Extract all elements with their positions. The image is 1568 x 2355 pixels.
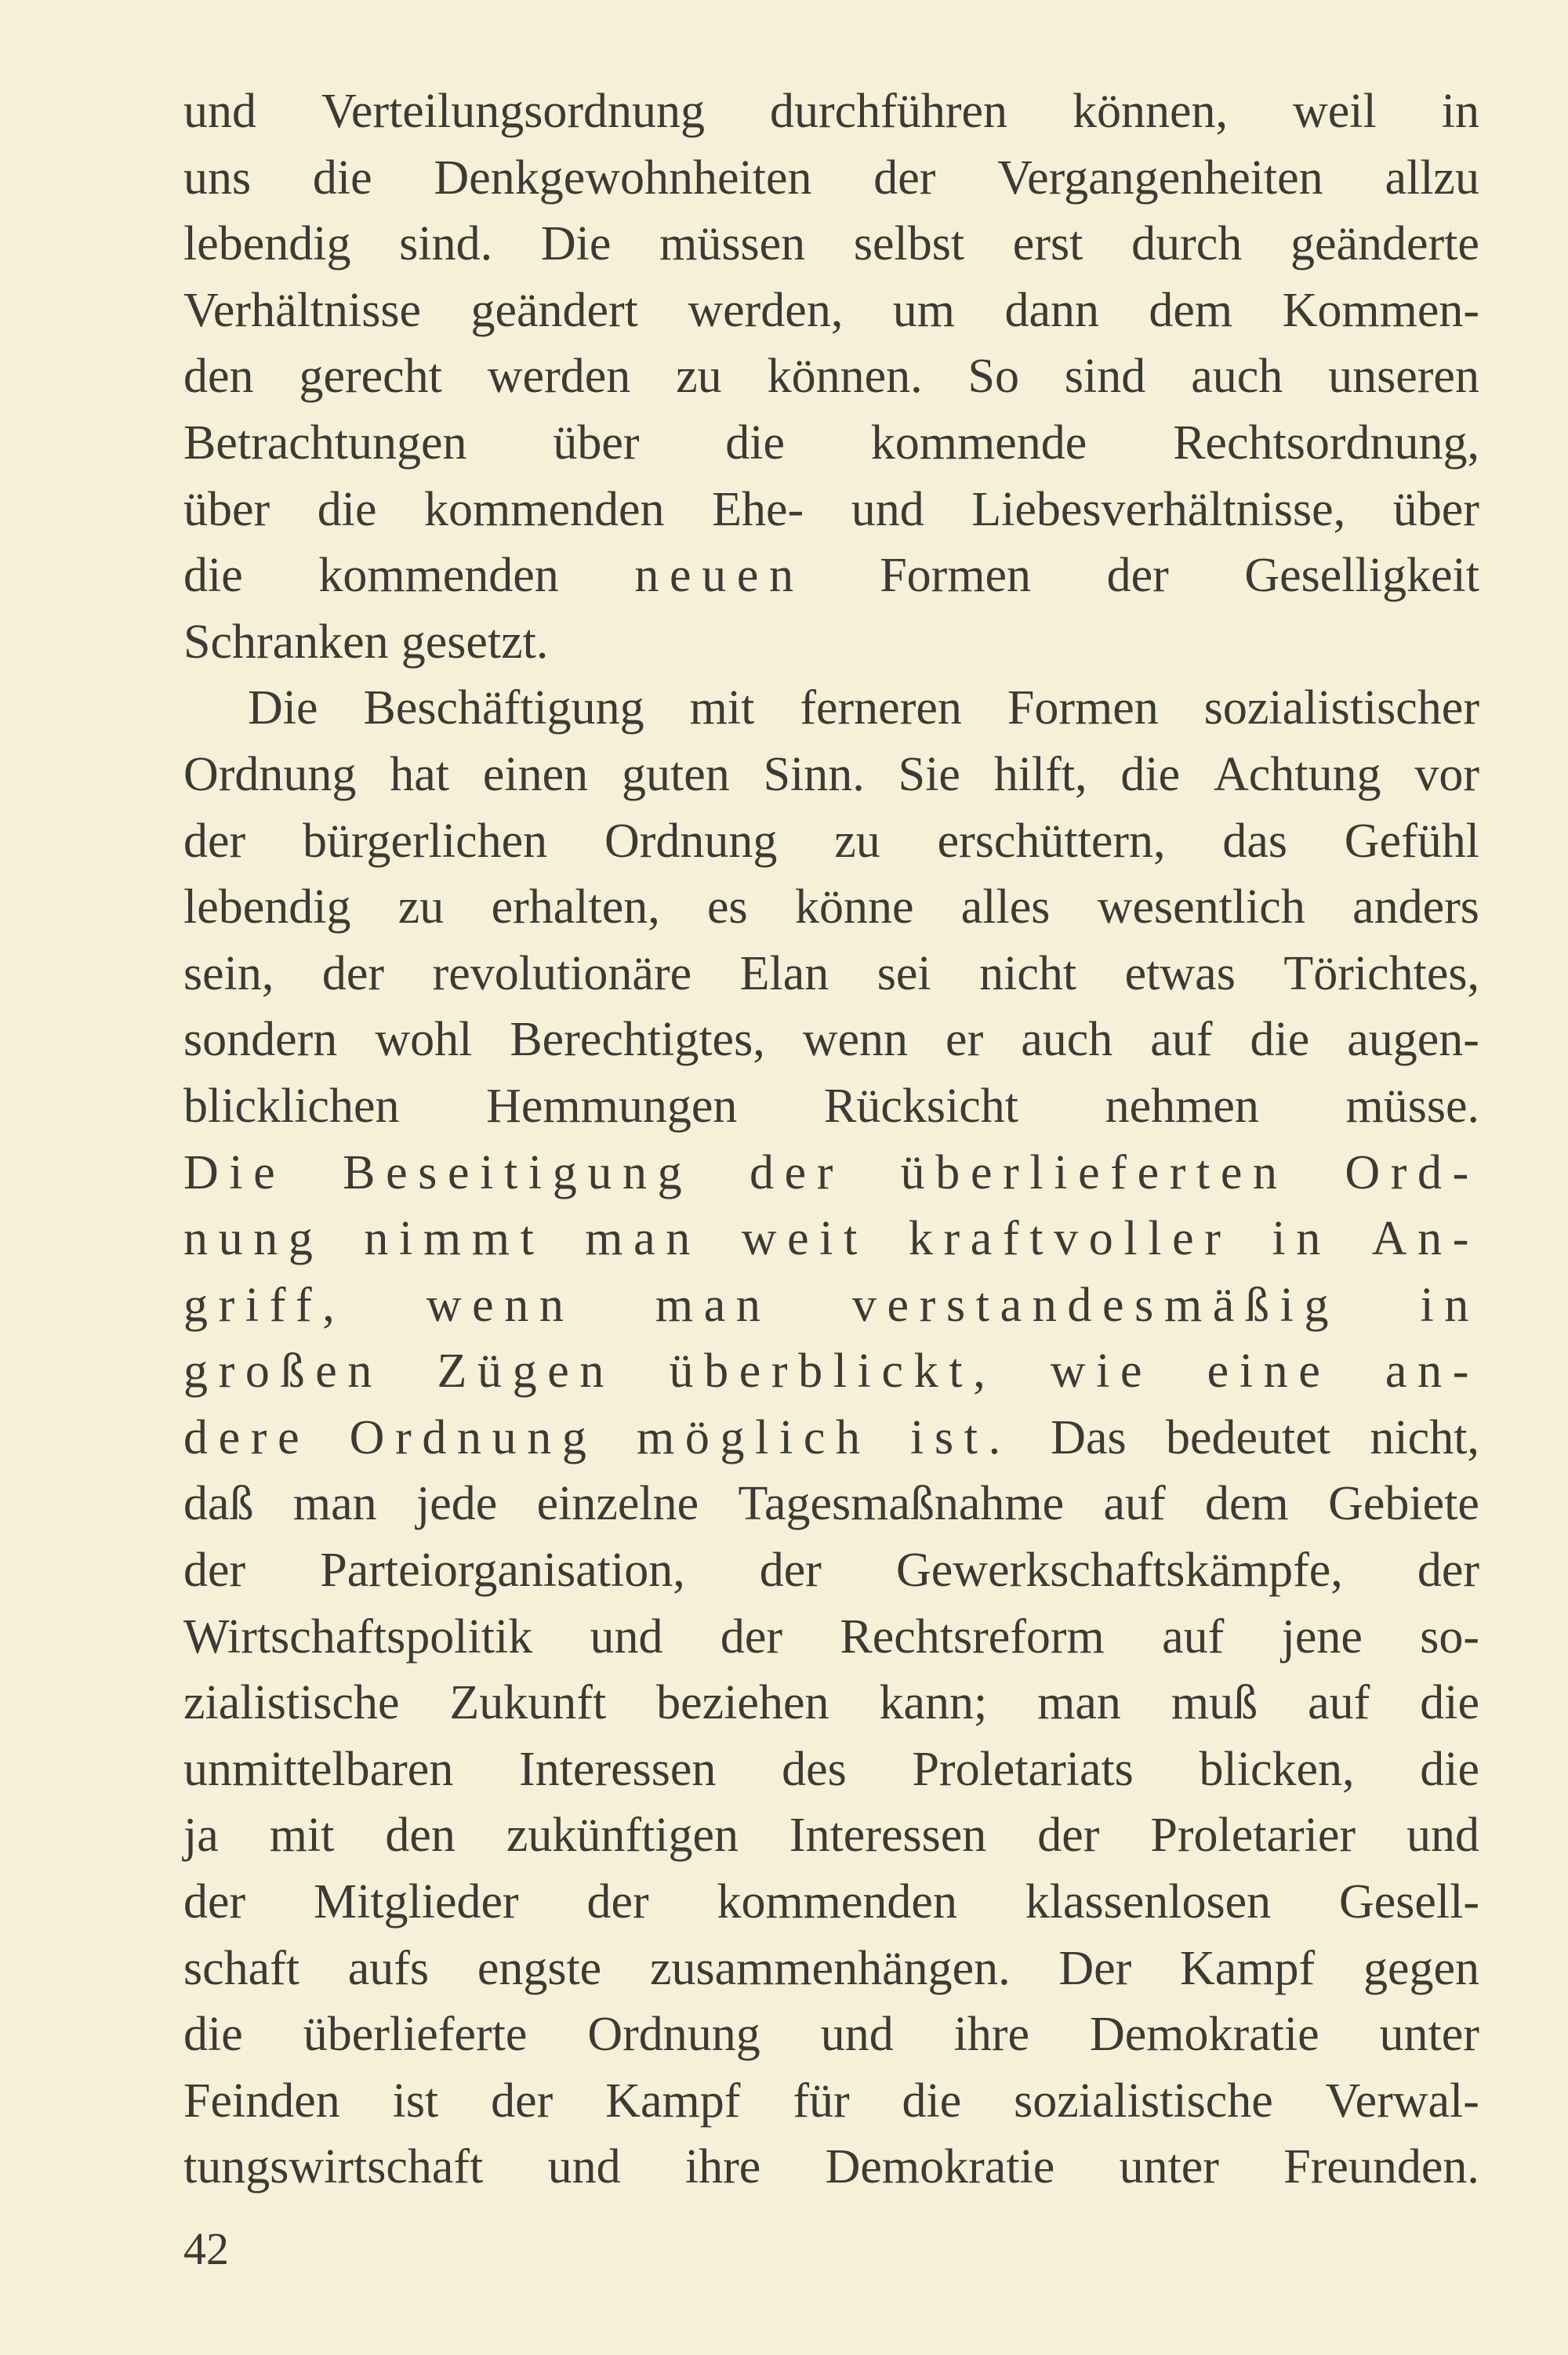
spaced-emphasis-word: in [1272, 1212, 1331, 1266]
word: zu [834, 814, 880, 868]
word: Gefühl [1344, 814, 1479, 868]
word: Kommen- [1282, 283, 1479, 337]
word: die [312, 151, 372, 205]
word: erschüttern, [937, 814, 1166, 868]
word: zialistische [183, 1676, 400, 1730]
word: Törichtes, [1283, 946, 1479, 1000]
word: Gewerkschaftskämpfe, [895, 1544, 1343, 1598]
word: die [183, 549, 243, 603]
word: mit [689, 681, 755, 735]
word: sozialistischer [1203, 681, 1479, 735]
word: gegen [1363, 1941, 1479, 1995]
spaced-emphasis-word: Ord- [1345, 1145, 1479, 1199]
word: unmittelbaren [183, 1742, 454, 1796]
word: Mitglieder [313, 1875, 519, 1929]
text-line [183, 410, 1479, 477]
word: Tagesmaßnahme [738, 1477, 1065, 1531]
word: die [1250, 1013, 1310, 1067]
word: Verhältnisse [183, 283, 422, 337]
text-line [183, 874, 1479, 941]
word: Liebesverhältnisse, [971, 482, 1346, 536]
word: durchführen [770, 85, 1007, 138]
word: er [946, 1013, 984, 1067]
word: so- [1420, 1609, 1479, 1664]
word: Gesell- [1338, 1875, 1479, 1929]
word: lebendig [183, 217, 351, 271]
word: Proletarier [1150, 1809, 1356, 1863]
text-line [183, 211, 1479, 278]
word: der [759, 1544, 822, 1598]
text-line [183, 675, 1479, 742]
word: sei [877, 946, 931, 1000]
word: des [782, 1742, 847, 1796]
word: Rechtsordnung, [1173, 415, 1479, 470]
spaced-emphasis-word: kraftvoller [908, 1212, 1232, 1266]
word: beziehen [656, 1676, 829, 1730]
word: dann [1004, 283, 1099, 337]
word: alles [960, 880, 1051, 934]
word: Achtung [1213, 747, 1381, 801]
word: revolutionäre [432, 946, 692, 1000]
word: zusammenhängen. [649, 1941, 1011, 1995]
word: die [183, 2008, 243, 2062]
word: Betrachtungen [183, 415, 467, 470]
text-line [183, 1869, 1479, 1936]
spaced-emphasis-word: überlieferten [900, 1145, 1288, 1199]
spaced-emphasis-word: weit [741, 1212, 869, 1266]
word: muß [1171, 1676, 1258, 1730]
word: Demokratie [1089, 2008, 1319, 2062]
spaced-emphasis-word: in [1420, 1278, 1479, 1332]
word: Kampf [1180, 1941, 1316, 1995]
word: gerecht [299, 350, 442, 404]
word: unter [1379, 2008, 1479, 2062]
text-line [183, 1936, 1479, 2002]
word: nehmen [1105, 1079, 1259, 1133]
word: können. [767, 350, 923, 404]
word: dem [1205, 1477, 1289, 1531]
word: Wirtschaftspolitik [183, 1609, 533, 1664]
word: über [553, 415, 640, 470]
word: einzelne [536, 1477, 699, 1531]
word: Verteilungsordnung [321, 85, 706, 138]
word: auf [1150, 1013, 1213, 1067]
word: der [183, 1875, 246, 1929]
word: müssen [659, 217, 806, 271]
word: geändert [470, 283, 638, 337]
word: anders [1352, 880, 1479, 934]
word: Das [1051, 1410, 1127, 1464]
word: Die [248, 681, 318, 735]
word: hat [390, 747, 450, 801]
text-line [183, 278, 1479, 344]
word: die [725, 415, 786, 470]
word: zu [676, 350, 722, 404]
word: mit [269, 1809, 335, 1863]
word: sondern [183, 1013, 338, 1067]
word: zu [397, 880, 445, 934]
spaced-emphasis-word: wie [1050, 1344, 1153, 1399]
spaced-emphasis-word: griff, [183, 1278, 346, 1332]
word: der [1106, 549, 1169, 603]
text-line [183, 1007, 1479, 1073]
word: die [1120, 747, 1181, 801]
spaced-emphasis-word: an- [1385, 1344, 1479, 1399]
word: Der [1058, 1941, 1132, 1995]
word: können, [1072, 85, 1229, 138]
word: bürgerlichen [302, 814, 548, 868]
word: die [1420, 1742, 1479, 1796]
word: ferneren [800, 681, 962, 735]
text-line [183, 808, 1479, 875]
text-line [183, 1338, 1479, 1405]
word: bedeutet [1166, 1410, 1331, 1464]
word: Elan [739, 946, 829, 1000]
word: Die [540, 217, 612, 271]
word: und [183, 85, 256, 138]
word: ist [392, 2074, 439, 2128]
text-line [183, 477, 1479, 543]
word: Ordnung [604, 814, 778, 868]
word: werden, [688, 283, 844, 337]
word: der [1037, 1809, 1100, 1863]
word: ja [183, 1809, 219, 1863]
word: Sinn. [763, 747, 865, 801]
spaced-emphasis-word: möglich [637, 1410, 871, 1464]
word: unter [1119, 2140, 1219, 2194]
text-line [183, 145, 1479, 212]
word: augen- [1347, 1013, 1479, 1067]
spaced-emphasis-word: Zügen [437, 1344, 615, 1399]
text-line [183, 1604, 1479, 1671]
word: die [902, 2074, 962, 2128]
word: Demokratie [825, 2140, 1055, 2194]
spaced-emphasis-word: An- [1371, 1212, 1479, 1266]
word: Proletariats [912, 1742, 1134, 1796]
word: der [1417, 1544, 1479, 1598]
page-body-text [183, 78, 1479, 2201]
spaced-emphasis-word: verstandesmäßig [851, 1278, 1340, 1332]
spaced-emphasis-word: man [585, 1212, 701, 1266]
spaced-emphasis-word: Beseitigung [343, 1145, 693, 1199]
word: man [292, 1477, 377, 1531]
word: tungswirtschaft [183, 2140, 484, 2194]
word: dem [1149, 283, 1233, 337]
word: lebendig [183, 880, 351, 934]
word: sein, [183, 946, 274, 1000]
text-line [183, 1206, 1479, 1272]
word: sind [1064, 350, 1146, 404]
word: auf [1162, 1609, 1225, 1664]
word: kann; [879, 1676, 988, 1730]
word: Ordnung [587, 2008, 760, 2062]
word: Zukunft [449, 1676, 607, 1730]
word: sozialistische [1014, 2074, 1273, 2128]
text-line [183, 1736, 1479, 1803]
word: um [892, 283, 955, 337]
spaced-emphasis-word: man [655, 1278, 771, 1332]
word: kommenden [717, 1875, 957, 1929]
word: müsse. [1345, 1079, 1479, 1133]
word: in [1441, 85, 1479, 138]
word: Interessen [789, 1809, 987, 1863]
word: jede [416, 1477, 498, 1531]
word: Verwal- [1325, 2074, 1479, 2128]
word: und [820, 2008, 894, 2062]
spaced-emphasis-word: der [749, 1145, 844, 1199]
word: und [1406, 1809, 1479, 1863]
text-line [183, 343, 1479, 410]
word: wesentlich [1097, 880, 1305, 934]
word: Vergangenheiten [997, 151, 1323, 205]
spaced-emphasis-word: eine [1207, 1344, 1331, 1399]
word: Parteiorganisation, [320, 1544, 685, 1598]
word: engste [477, 1941, 602, 1995]
word: daß [183, 1477, 254, 1531]
word: schaft [183, 1941, 300, 1995]
text-line [183, 1537, 1479, 1604]
word: kommende [870, 415, 1087, 470]
word: auf [1308, 1676, 1370, 1730]
text-line [183, 1670, 1479, 1736]
word: durch [1131, 217, 1243, 271]
word: der [321, 946, 385, 1000]
word: jene [1281, 1609, 1363, 1664]
word: gesetzt. [401, 615, 549, 669]
spaced-emphasis-word: großen [183, 1344, 383, 1399]
word: Geselligkeit [1244, 549, 1479, 603]
word: über [1392, 482, 1479, 536]
word: die [317, 482, 377, 536]
word: sind. [399, 217, 493, 271]
word: Interessen [519, 1742, 717, 1796]
word: Formen [880, 549, 1032, 603]
word: unseren [1328, 350, 1479, 404]
word: allzu [1385, 151, 1479, 205]
word: ihre [953, 2008, 1030, 2062]
word: Schranken [183, 615, 389, 669]
text-line [183, 941, 1479, 1007]
page-number: 42 [183, 2223, 229, 2274]
word: Gebiete [1328, 1477, 1479, 1531]
word: Beschäftigung [363, 681, 644, 735]
text-line [183, 1405, 1479, 1471]
spaced-emphasis-word: Die [183, 1145, 286, 1199]
word: auch [1021, 1013, 1113, 1067]
word: kommenden [318, 549, 559, 603]
word: werden [487, 350, 631, 404]
text-line [183, 1272, 1479, 1339]
word: weil [1293, 85, 1377, 138]
word: und [851, 482, 924, 536]
word: überlieferte [303, 2008, 528, 2062]
word: blicklichen [183, 1079, 400, 1133]
text-line [183, 2001, 1479, 2068]
text-line [183, 1471, 1479, 1537]
word: wenn [802, 1013, 909, 1067]
word: Ehe- [712, 482, 804, 536]
word: kommenden [424, 482, 665, 536]
word: es [707, 880, 748, 934]
word: hilft, [993, 747, 1087, 801]
word: geänderte [1290, 217, 1479, 271]
word: klassenlosen [1025, 1875, 1272, 1929]
word: Sie [898, 747, 960, 801]
word: Rücksicht [823, 1079, 1018, 1133]
word: für [793, 2074, 850, 2128]
text-line [183, 742, 1479, 808]
spaced-emphasis-word: nimmt [364, 1212, 545, 1266]
word: nicht [979, 946, 1077, 1000]
word: vor [1414, 747, 1479, 801]
word: Berechtigtes, [510, 1013, 765, 1067]
word: könne [794, 880, 914, 934]
word: zukünftigen [506, 1809, 739, 1863]
spaced-emphasis-word: überblickt, [669, 1344, 996, 1399]
word: Formen [1007, 681, 1159, 735]
word: uns [183, 151, 252, 205]
word: Denkgewohnheiten [434, 151, 812, 205]
word: einen [482, 747, 589, 801]
spaced-emphasis-word: nung [183, 1212, 324, 1266]
word: und [547, 2140, 621, 2194]
word: erst [1012, 217, 1083, 271]
word: auch [1191, 350, 1283, 404]
word: Feinden [183, 2074, 340, 2128]
word: guten [621, 747, 730, 801]
word: man [1037, 1676, 1121, 1730]
text-line [183, 1802, 1479, 1869]
text-line [183, 1073, 1479, 1140]
word: Ordnung [183, 747, 357, 801]
word: die [1420, 1676, 1479, 1730]
word: der [873, 151, 936, 205]
word: der [491, 2074, 554, 2128]
text-line [183, 2068, 1479, 2135]
word: wohl [375, 1013, 473, 1067]
text-line [183, 609, 1479, 676]
word: Kampf [605, 2074, 741, 2128]
word: So [967, 350, 1020, 404]
spaced-emphasis-word: wenn [426, 1278, 575, 1332]
text-line [183, 1140, 1479, 1207]
word: Freunden. [1283, 2140, 1479, 2194]
word: der [183, 814, 246, 868]
spaced-emphasis-word: neuen [634, 549, 804, 603]
word: etwas [1124, 946, 1236, 1000]
word: und [590, 1609, 663, 1664]
spaced-emphasis-word: dere [183, 1410, 310, 1464]
word: Hemmungen [486, 1079, 738, 1133]
word: selbst [853, 217, 965, 271]
word: blicken, [1199, 1742, 1355, 1796]
word: der [720, 1609, 783, 1664]
word: erhalten, [491, 880, 660, 934]
word: der [586, 1875, 649, 1929]
word: Rechtsreform [840, 1609, 1105, 1664]
text-line [183, 78, 1479, 145]
text-line [183, 2134, 1479, 2201]
word: ihre [684, 2140, 761, 2194]
spaced-emphasis-word: Ordnung [349, 1410, 597, 1464]
word: auf [1103, 1477, 1166, 1531]
word: über [183, 482, 270, 536]
word: das [1222, 814, 1287, 868]
word: den [183, 350, 254, 404]
text-line [183, 542, 1479, 609]
spaced-emphasis-word: ist. [910, 1410, 1011, 1464]
word: aufs [347, 1941, 430, 1995]
word: den [385, 1809, 456, 1863]
word: nicht, [1370, 1410, 1479, 1464]
word: der [183, 1544, 246, 1598]
